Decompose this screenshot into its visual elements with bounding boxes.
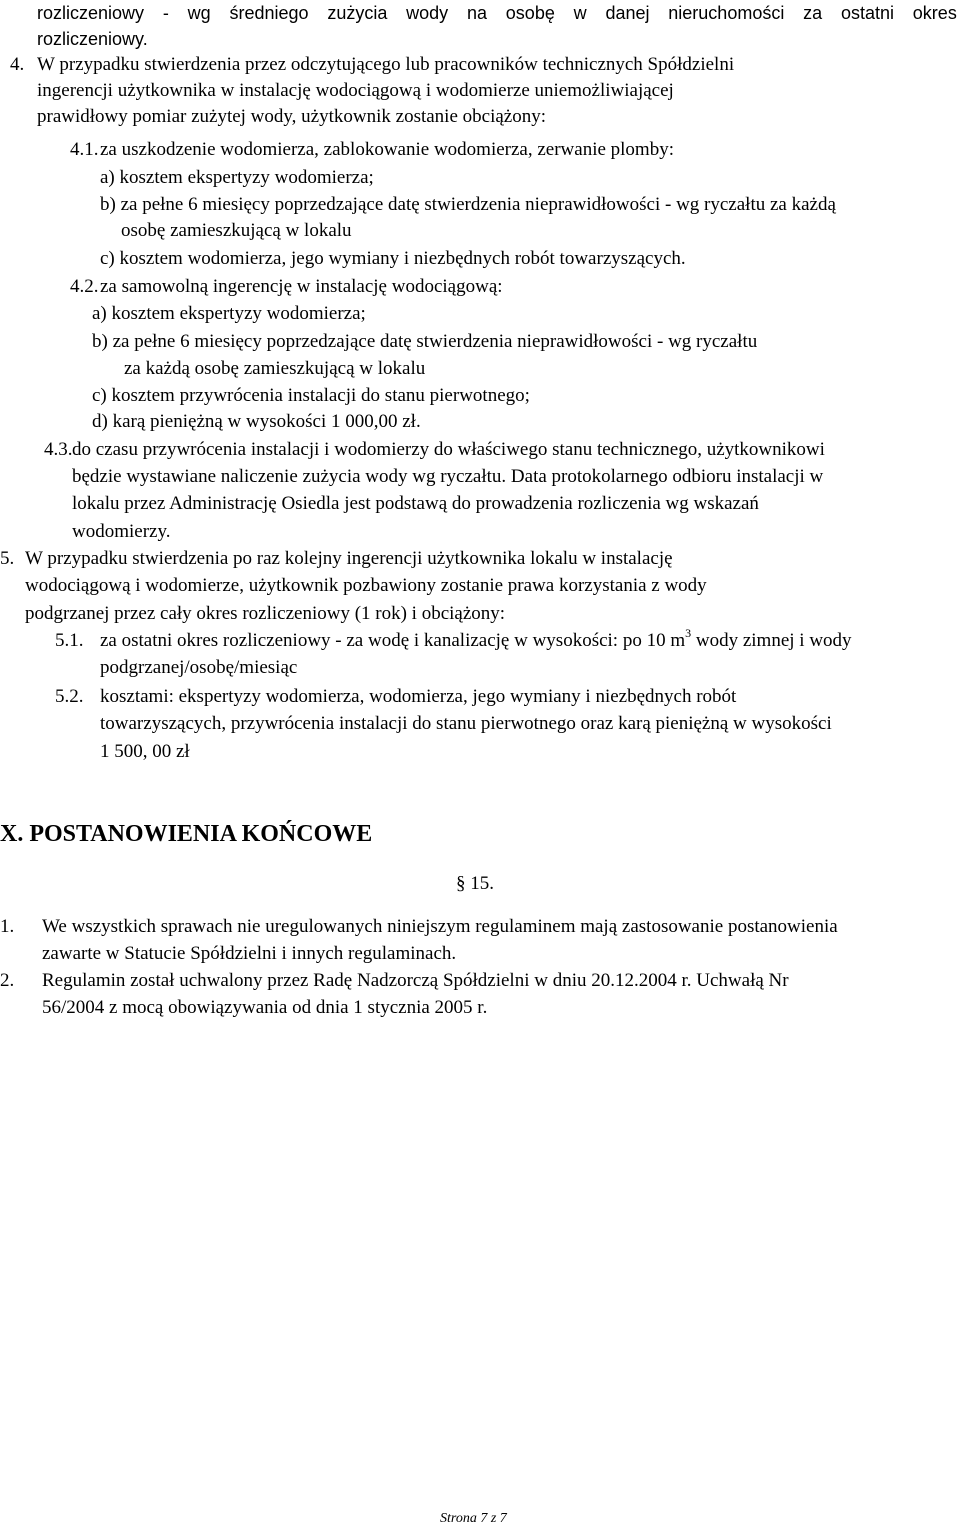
continuation-word: ostatni: [840, 3, 894, 23]
section-4-3-text: będzie wystawiane naliczenie zużycia wody wg ryczałtu. Data protokolarnego odbioru instalacji w: [72, 466, 824, 487]
section-5-1-text-post: wody zimnej i wody: [691, 630, 852, 651]
continuation-word: za: [803, 3, 823, 23]
continuation-word: -: [162, 3, 169, 23]
item-5-text: W przypadku stwierdzenia po raz kolejny ingerencji użytkownika lokalu w instalację: [25, 548, 673, 569]
final-item-1-number: 1.: [0, 916, 15, 937]
section-4-2-d: d) karą pieniężną w wysokości 1 000,00 zł.: [92, 411, 421, 432]
section-5-1-text-pre: za ostatni okres rozliczeniowy - za wodę i kanalizację w wysokości: po 10 m: [100, 630, 686, 651]
section-4-2-b: b) za pełne 6 miesięcy poprzedzające datę stwierdzenia nieprawidłowości - wg ryczałtu: [92, 331, 758, 352]
item-4-text: prawidłowy pomiar zużytej wody, użytkownik zostanie obciążony:: [37, 106, 546, 127]
item-5-number: 5.: [0, 548, 15, 569]
continuation-word: zużycia: [327, 3, 388, 23]
section-4-3-text: do czasu przywrócenia instalacji i wodomierzy do właściwego stanu technicznego, użytkownikowi: [72, 439, 825, 460]
page-footer: Strona 7 z 7: [440, 1511, 507, 1526]
continuation-word: okres: [912, 3, 957, 23]
final-item-2-number: 2.: [0, 970, 15, 991]
item-4-text: ingerencji użytkownika w instalację wodociągową i wodomierze uniemożliwiającej: [37, 80, 674, 101]
section-5-2-text: kosztami: ekspertyzy wodomierza, wodomierza, jego wymiany i niezbędnych robót: [100, 686, 737, 707]
section-4-1-number: 4.1.: [70, 139, 99, 160]
section-4-2-number: 4.2.: [70, 276, 99, 297]
continuation-word: wg: [187, 3, 211, 23]
final-item-1-text: We wszystkich sprawach nie uregulowanych niniejszym regulaminem mają zastosowanie postanowienia: [42, 916, 838, 937]
continuation-word: w: [573, 3, 587, 23]
continuation-word: danej: [605, 3, 650, 23]
continuation-word: nieruchomości: [668, 3, 785, 23]
section-4-3-number: 4.3.: [44, 439, 73, 460]
cubic-superscript: 3: [685, 625, 692, 640]
section-4-1-a: a) kosztem ekspertyzy wodomierza;: [100, 167, 374, 188]
item-4-number: 4.: [10, 54, 25, 75]
section-4-2-title: za samowolną ingerencję w instalację wodociągową:: [100, 276, 503, 297]
final-item-1-text: zawarte w Statucie Spółdzielni i innych regulaminach.: [42, 943, 457, 964]
continuation-word: średniego: [229, 3, 309, 23]
continuation-word: na: [466, 3, 487, 23]
continuation-word: osobę: [505, 3, 555, 23]
item-4-text: W przypadku stwierdzenia przez odczytującego lub pracowników technicznych Spółdzielni: [37, 54, 735, 75]
section-5-2-text: towarzyszących, przywrócenia instalacji do stanu pierwotnego oraz karą pieniężną w wysokości: [100, 713, 832, 734]
final-item-2-text: 56/2004 z mocą obowiązywania od dnia 1 stycznia 2005 r.: [42, 997, 488, 1018]
section-4-2-b-cont: za każdą osobę zamieszkującą w lokalu: [124, 358, 426, 379]
continuation-word: rozliczeniowy: [37, 3, 145, 23]
section-5-1-text-cont: podgrzanej/osobę/miesiąc: [100, 657, 298, 678]
section-4-2-a: a) kosztem ekspertyzy wodomierza;: [92, 303, 366, 324]
continuation-line-end: rozliczeniowy.: [37, 29, 148, 49]
item-5-text: podgrzanej przez cały okres rozliczeniowy (1 rok) i obciążony:: [25, 603, 506, 624]
section-5-1-number: 5.1.: [55, 630, 84, 651]
section-4-1-title: za uszkodzenie wodomierza, zablokowanie wodomierza, zerwanie plomby:: [100, 139, 674, 160]
continuation-line: [37, 0, 957, 26]
section-4-3-text: wodomierzy.: [72, 521, 171, 542]
section-4-1-c: c) kosztem wodomierza, jego wymiany i niezbędnych robót towarzyszących.: [100, 248, 686, 269]
section-4-2-c: c) kosztem przywrócenia instalacji do stanu pierwotnego;: [92, 385, 530, 406]
item-5-text: wodociągową i wodomierze, użytkownik pozbawiony zostanie prawa korzystania z wody: [25, 575, 707, 596]
section-5-2-text: 1 500, 00 zł: [100, 741, 190, 762]
final-item-2-text: Regulamin został uchwalony przez Radę Nadzorczą Spółdzielni w dniu 20.12.2004 r. Uchwałą Nr: [42, 970, 789, 991]
section-4-1-b-cont: osobę zamieszkującą w lokalu: [121, 220, 352, 241]
continuation-word: wody: [406, 3, 449, 23]
paragraph-number: § 15.: [456, 873, 494, 894]
section-5-2-number: 5.2.: [55, 686, 84, 707]
section-4-3-text: lokalu przez Administrację Osiedla jest podstawą do prowadzenia rozliczenia wg wskazań: [72, 493, 759, 514]
section-5-1-text: [100, 625, 852, 654]
item-4-text-mixed: [37, 104, 546, 130]
section-heading: X. POSTANOWIENIA KOŃCOWE: [0, 821, 373, 847]
section-4-1-b: b) za pełne 6 miesięcy poprzedzające datę stwierdzenia nieprawidłowości - wg ryczałtu za każdą: [100, 194, 836, 215]
